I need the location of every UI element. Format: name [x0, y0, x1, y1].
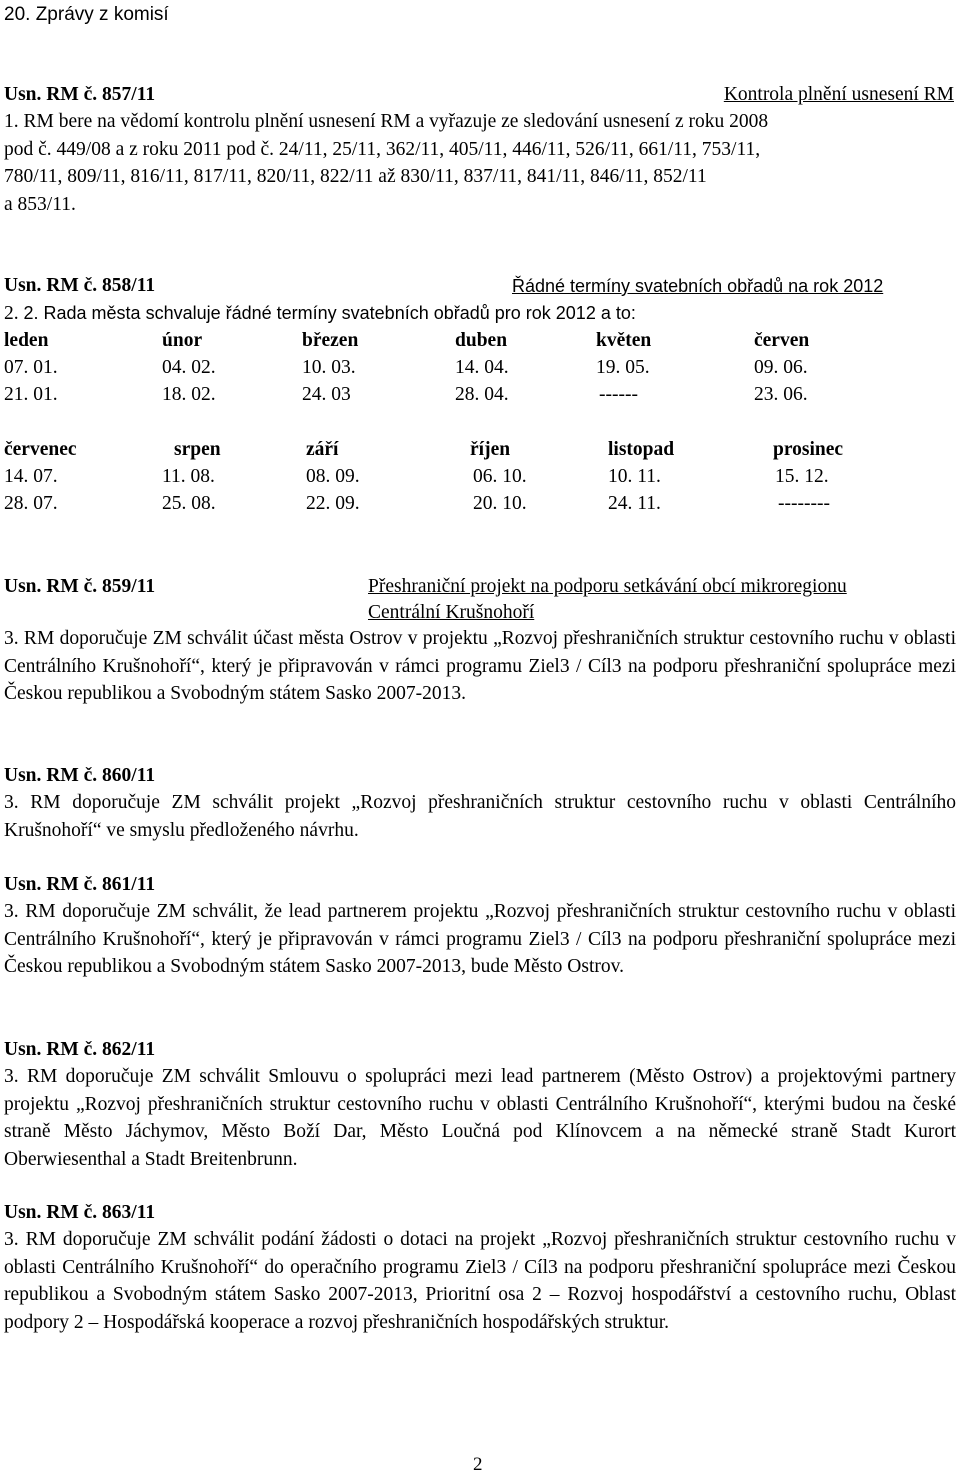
- resolution-text-863: 3. RM doporučuje ZM schválit podání žádosti o dotaci na projekt „Rozvoj přeshraničních struktur cestovního ruchu v oblasti Centrálního Krušnohoří“ do operačního programu Ziel3 / Cíl3 na podporu přeshraniční spolupráce mezi Českou republikou a Svobodným státem Sasko 2007-2013, Prioritní osa 2 – Rozvoj hospodářství a cestovního ruchu, Oblast podpory 2 – Hospodářská kooperace a rozvoj přeshraničních hospodářských struktur.: [4, 1229, 956, 1333]
- date-cell: 10. 11.: [608, 466, 661, 487]
- date-cell: 14. 07.: [4, 466, 58, 487]
- month-header: duben: [455, 330, 508, 351]
- text-line: a 853/11.: [4, 193, 76, 215]
- resolution-number-863: Usn. RM č. 863/11: [4, 1202, 156, 1223]
- table-header-row: [4, 327, 956, 354]
- month-header: prosinec: [773, 439, 844, 460]
- text-line: 780/11, 809/11, 816/11, 817/11, 820/11, 822/11 až 830/11, 837/11, 841/11, 846/11, 852/11: [4, 166, 707, 187]
- resolution-intro-858: [4, 300, 636, 328]
- month-header: květen: [596, 330, 652, 351]
- text-line: pod č. 449/08 a z roku 2011 pod č. 24/11, 25/11, 362/11, 405/11, 446/11, 526/11, 661/11, 753/11,: [4, 138, 761, 160]
- date-cell: 21. 01.: [4, 384, 58, 405]
- resolution-subject-857: Kontrola plnění usnesení RM: [723, 84, 954, 105]
- date-cell: 19. 05.: [596, 357, 650, 378]
- date-cell: 18. 02.: [162, 384, 216, 405]
- date-cell: 24. 03: [302, 384, 351, 405]
- resolution-text-857: [4, 108, 956, 218]
- resolution-text-861: 3. RM doporučuje ZM schválit, že lead partnerem projektu „Rozvoj přeshraničních struktur cestovního ruchu v oblasti Centrálního Krušnohoří“, který je připravován v rámci programu Ziel3 / Cíl3 na podporu přeshraniční spolupráce mezi Českou republikou a Svobodným státem Sasko 2007-2013, bude Město Ostrov.: [4, 901, 956, 977]
- resolution-subject-859-line1: Přeshraniční projekt na podporu setkávání obcí mikroregionu: [368, 576, 847, 597]
- date-cell: 23. 06.: [754, 384, 808, 405]
- intro-number: 2.: [4, 303, 24, 324]
- resolution-text-862: 3. RM doporučuje ZM schválit Smlouvu o spolupráci mezi lead partnerem (Město Ostrov) a projektovými partnery projektu „Rozvoj přeshraničních struktur cestovního ruchu v oblasti Centrálního Krušnohoří“, kterými budou na české straně Město Jáchymov, Město Boží Dar, Město Loučná pod Klínovcem a na německé straně Stadt Kurort Oberwiesenthal a Stadt Breitenbrunn.: [4, 1066, 956, 1170]
- date-cell: 25. 08.: [162, 493, 216, 514]
- date-cell: 07. 01.: [4, 357, 58, 378]
- page-number: 2: [473, 1454, 483, 1475]
- date-cell: 08. 09.: [306, 466, 360, 487]
- resolution-number-858: Usn. RM č. 858/11: [4, 275, 156, 296]
- date-cell: 20. 10.: [473, 493, 527, 514]
- date-cell: 06. 10.: [473, 466, 527, 487]
- date-cell: 28. 07.: [4, 493, 58, 514]
- table-row: [4, 463, 956, 490]
- date-cell: 09. 06.: [754, 357, 808, 378]
- month-header: leden: [4, 330, 49, 351]
- date-cell: 22. 09.: [306, 493, 360, 514]
- resolution-subject-859-line2: Centrální Krušnohoří: [368, 602, 535, 623]
- month-header: říjen: [470, 439, 511, 460]
- resolution-number-857: Usn. RM č. 857/11: [4, 84, 156, 105]
- month-header: březen: [302, 330, 359, 351]
- resolution-number-861: Usn. RM č. 861/11: [4, 874, 156, 895]
- date-cell: 24. 11.: [608, 493, 661, 514]
- resolution-number-860: Usn. RM č. 860/11: [4, 765, 156, 786]
- table-row: [4, 490, 956, 517]
- month-header: červenec: [4, 439, 77, 460]
- date-cell: 15. 12.: [775, 466, 829, 487]
- intro-text: 2. Rada města schvaluje řádné termíny svatebních obřadů pro rok 2012 a to:: [23, 303, 636, 323]
- resolution-text-860: 3. RM doporučuje ZM schválit projekt „Rozvoj přeshraničních struktur cestovního ruchu v oblasti Centrálního Krušnohoří“ ve smyslu předloženého návrhu.: [4, 792, 956, 841]
- date-cell: 14. 04.: [455, 357, 509, 378]
- resolution-number-859: Usn. RM č. 859/11: [4, 576, 156, 597]
- date-cell: 04. 02.: [162, 357, 216, 378]
- month-header: srpen: [174, 439, 221, 460]
- date-cell: --------: [778, 493, 830, 514]
- date-cell: 10. 03.: [302, 357, 356, 378]
- text-line: 1. RM bere na vědomí kontrolu plnění usnesení RM a vyřazuje ze sledování usnesení z roku 2008: [4, 111, 769, 132]
- month-header: červen: [754, 330, 810, 351]
- date-cell: 28. 04.: [455, 384, 509, 405]
- resolution-subject-858: Řádné termíny svatebních obřadů na rok 2012: [512, 276, 884, 296]
- table-header-row: [4, 436, 956, 463]
- date-cell: ------: [599, 384, 638, 405]
- month-header: listopad: [608, 439, 675, 460]
- date-cell: 11. 08.: [162, 466, 215, 487]
- month-header: únor: [162, 330, 203, 351]
- resolution-text-859: 3. RM doporučuje ZM schválit účast města Ostrov v projektu „Rozvoj přeshraničních struktur cestovního ruchu v oblasti Centrálního Krušnohoří“, který je připravován v rámci programu Ziel3 / Cíl3 na podporu přeshraniční spolupráce mezi Českou republikou a Svobodným státem Sasko 2007-2013.: [4, 628, 956, 704]
- month-header: září: [306, 439, 339, 460]
- resolution-number-862: Usn. RM č. 862/11: [4, 1039, 156, 1060]
- table-row: [4, 381, 956, 408]
- section-title: 20. Zprávy z komisí: [4, 4, 169, 25]
- table-row: [4, 354, 956, 381]
